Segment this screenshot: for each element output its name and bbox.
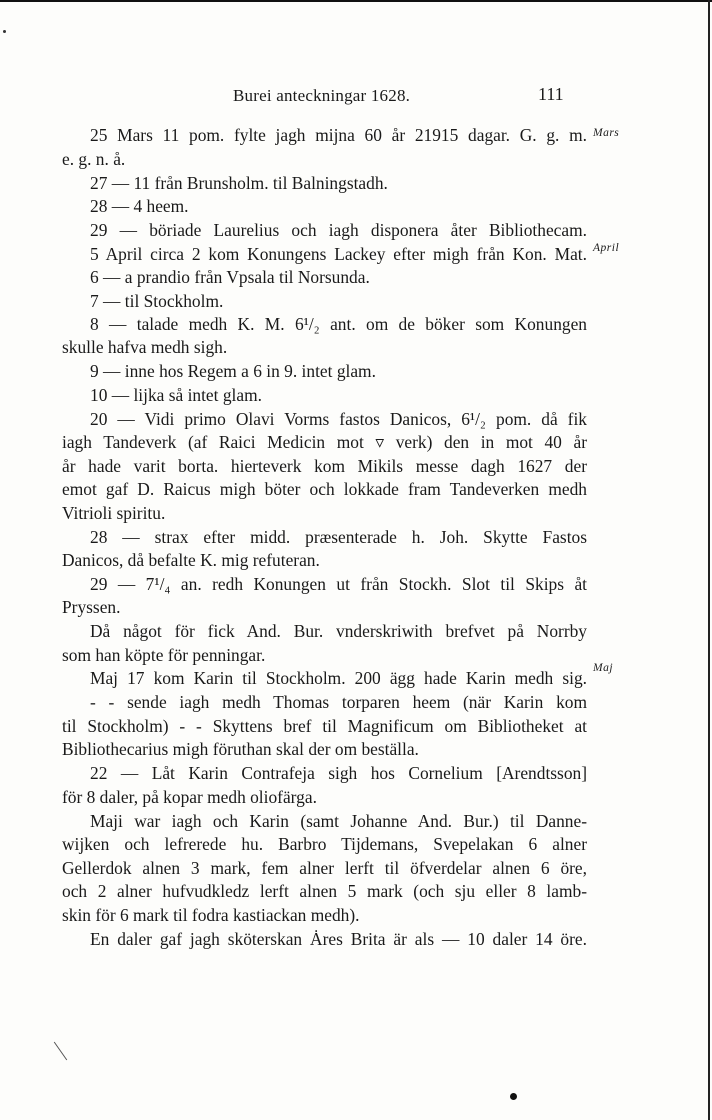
- text-line: wijken och lefrerede hu. Barbro Tijdemans, Svepelakan 6 alner: [62, 834, 587, 854]
- margin-note-maj: Maj: [593, 662, 614, 674]
- ink-dot: [510, 1093, 517, 1100]
- text-line: Maji war iagh och Karin (samt Johanne And. Bur.) til Danne-: [90, 811, 587, 831]
- text-line: skulle hafva medh sigh.: [62, 337, 228, 357]
- text-line: Bibliothecarius migh föruthan skal der om beställa.: [62, 739, 419, 759]
- text-line: Gellerdok alnen 3 mark, fem alner lerft til öfverdelar alnen 6 öre,: [62, 858, 587, 878]
- text-line: emot gaf D. Raicus migh böter och lokkade fram Tandeverken medh: [62, 479, 587, 499]
- text-line: Danicos, då befalte K. mig refuteran.: [62, 550, 320, 570]
- text-line: e. g. n. å.: [62, 149, 126, 169]
- margin-note-april: April: [593, 242, 620, 254]
- text-line: 20 — Vidi primo Olavi Vorms fastos Danicos, 6¹/₂ pom. då fik: [90, 409, 587, 429]
- text-line: - - sende iagh medh Thomas torparen heem (när Karin kom: [90, 692, 587, 712]
- text-line: 28 — 4 heem.: [90, 196, 189, 216]
- text-line: Maj 17 kom Karin til Stockholm. 200 ägg hade Karin medh sig.: [90, 668, 587, 688]
- text-line: 7 — til Stockholm.: [90, 291, 224, 311]
- text-line: til Stockholm) - - Skyttens bref til Magnificum om Bibliotheket at: [62, 716, 587, 736]
- text-line: 8 — talade medh K. M. 6¹/₂ ant. om de böker som Konungen: [90, 314, 587, 334]
- page-number: 111: [538, 84, 564, 104]
- text-line: 10 — lijka så intet glam.: [90, 385, 262, 405]
- text-line: 25 Mars 11 pom. fylte jagh mijna 60 år 21915 dagar. G. g. m.: [90, 125, 587, 145]
- text-line: skin för 6 mark til fodra kastiackan medh).: [62, 905, 360, 925]
- text-line: 9 — inne hos Regem a 6 in 9. intet glam.: [90, 361, 376, 381]
- scan-speck: [3, 30, 6, 33]
- text-line: 27 — 11 från Brunsholm. til Balningstadh.: [90, 173, 388, 193]
- running-title: Burei anteckningar 1628.: [233, 86, 411, 105]
- text-line: 22 — Låt Karin Contrafeja sigh hos Cornelium [Arendtsson]: [90, 763, 587, 783]
- text-line: 28 — strax efter midd. præsenterade h. Joh. Skytte Fastos: [90, 527, 587, 547]
- scan-right-edge: [708, 0, 710, 1120]
- text-line: Vitrioli spiritu.: [62, 503, 166, 523]
- text-line: 29 — böriade Laurelius och iagh disponera åter Bibliothecam.: [90, 220, 587, 240]
- scan-scratch: [54, 1042, 67, 1061]
- text-line: för 8 daler, på kopar medh oliofärga.: [62, 787, 317, 807]
- text-line: och 2 alner hufvudkledz lerft alnen 5 mark (och sju eller 8 lamb-: [62, 881, 587, 901]
- text-line: iagh Tandeverk (af Raici Medicin mot ▿ verk) den in mot 40 år: [62, 432, 587, 452]
- text-line: som han köpte för penningar.: [62, 645, 266, 665]
- text-line: Pryssen.: [62, 597, 121, 617]
- margin-note-mars: Mars: [593, 127, 620, 139]
- scan-top-edge: [0, 0, 712, 2]
- text-line: år hade varit borta. hierteverk kom Mikils messe dagh 1627 der: [62, 456, 587, 476]
- text-line: 5 April circa 2 kom Konungens Lackey efter migh från Kon. Mat.: [90, 244, 587, 264]
- page-header: [0, 86, 712, 112]
- text-line: 6 — a prandio från Vpsala til Norsunda.: [90, 267, 370, 287]
- text-line: En daler gaf jagh sköterskan Ȧres Brita är als — 10 daler 14 öre.: [90, 929, 587, 949]
- text-line: 29 — 7¹/₄ an. redh Konungen ut från Stockh. Slot til Skips åt: [90, 574, 587, 594]
- text-line: Då något för fick And. Bur. vnderskriwith brefvet på Norrby: [90, 621, 587, 641]
